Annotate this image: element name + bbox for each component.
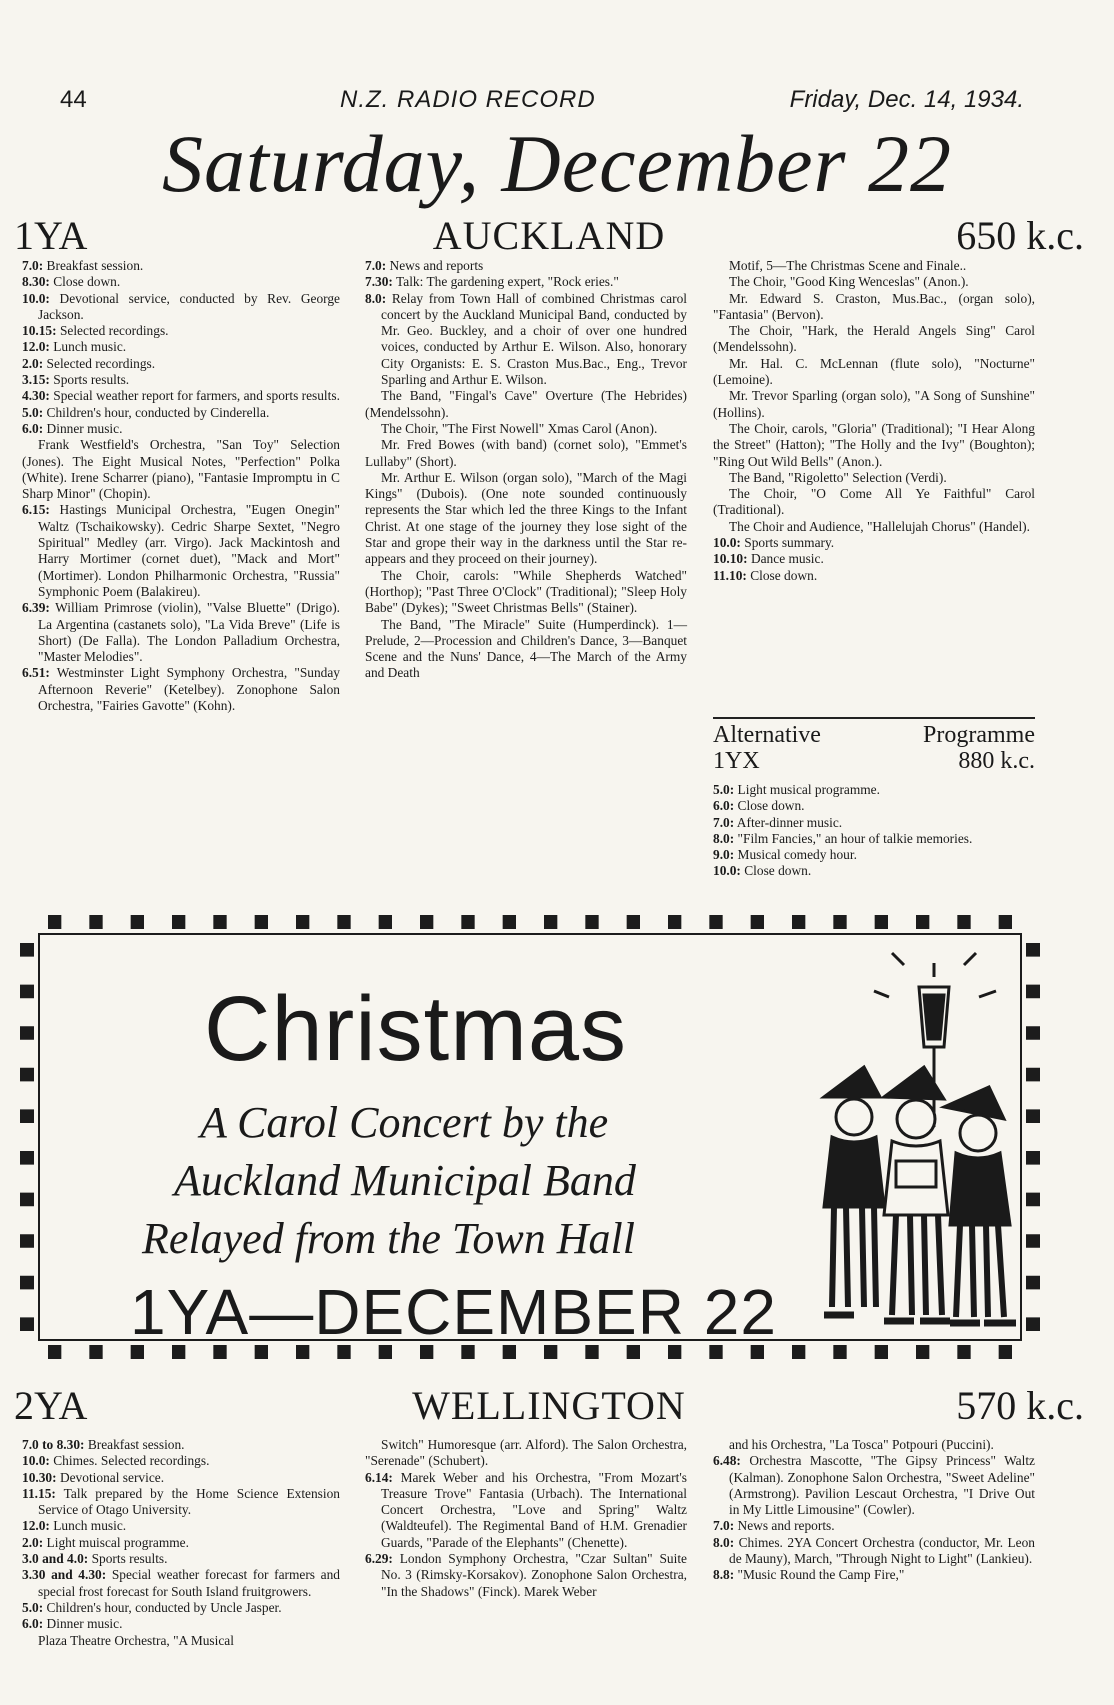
entry-text: Talk: The gardening expert, "Rock eries." [392, 274, 619, 290]
programme-entry [22, 339, 340, 355]
entry-text: Sports results. [49, 372, 130, 388]
programme-entry [365, 1470, 687, 1551]
entry-time: 10.30: [22, 1469, 57, 1485]
programme-column-2 [365, 258, 687, 682]
programme-entry [365, 258, 687, 274]
entry-text: Switch" Humoresque (arr. Alford). The Salon Orchestra, "Serenade" (Schubert). [365, 1437, 687, 1469]
divider [713, 717, 1035, 719]
entry-text: Children's hour, conducted by Cinderella. [43, 404, 270, 420]
entry-time: 6.39: [22, 600, 50, 616]
entry-text: News and reports. [734, 1518, 835, 1534]
programme-entry [713, 1567, 1035, 1583]
programme-entry [22, 1551, 340, 1567]
entry-text: Plaza Theatre Orchestra, "A Musical [38, 1632, 234, 1648]
programme-entry [22, 665, 340, 714]
entry-time: 6.14: [365, 1469, 393, 1485]
programme-entry [22, 405, 340, 421]
entry-text: The Band, "Fingal's Cave" Overture (The Hebrides) (Mendelssohn). [365, 388, 687, 420]
entry-time: 10.0: [713, 863, 741, 879]
entry-time: 12.0: [22, 1518, 50, 1534]
entry-text: Marek Weber and his Orchestra, "From Mozart's Treasure Trove" Fantasia (Urbach). The International Concert Orchestra, "Love and Spring" Waltz (Waldteufel). The Regimental Band of H.M. Grenadier Guards, "Parade of the Elephants" (Chenette). [381, 1469, 687, 1550]
programme-entry [365, 1551, 687, 1600]
entry-time: 11.15: [22, 1485, 56, 1501]
programme-entry [713, 863, 1035, 879]
entry-text: The Choir, "Hark, the Herald Angels Sing" Carol (Mendelssohn). [713, 323, 1035, 355]
programme-entry [365, 568, 687, 617]
entry-time: 7.0: [713, 1518, 735, 1534]
station-city: WELLINGTON [412, 1383, 686, 1428]
programme-entry [713, 519, 1035, 535]
entry-text: Orchestra Mascotte, "The Gipsy Princess" Waltz (Kalman). Zonophone Salon Orchestra, "Sweet Adeline" (Armstrong). Pavilion Lescaut Orchestra, "I Drive Out in My Little Limousine" (Cowler). [729, 1453, 1035, 1518]
entry-time: 7.0 to 8.30: [22, 1437, 85, 1452]
programme-entry [713, 782, 1035, 798]
programme-column-6 [713, 1437, 1035, 1584]
programme-entry [22, 274, 340, 290]
programme-entry [713, 421, 1035, 470]
station-header-1ya [14, 212, 1084, 258]
entry-text: and his Orchestra, "La Tosca" Potpouri (Puccini). [729, 1437, 994, 1452]
entry-time: 5.0: [22, 404, 44, 420]
entry-text: Mr. Trevor Sparling (organ solo), "A Song of Sunshine" (Hollins). [713, 388, 1035, 420]
entry-text: Close down. [49, 274, 121, 290]
programme-entry [22, 388, 340, 404]
programme-entry [713, 470, 1035, 486]
entry-time: 7.0: [22, 258, 44, 273]
entry-text: The Choir, "The First Nowell" Xmas Carol (Anon). [381, 420, 658, 436]
entry-text: Devotional service. [56, 1469, 165, 1485]
programme-entry [713, 274, 1035, 290]
entry-text: Light musical programme. [734, 782, 880, 797]
advert-line-3: Relayed from the Town Hall [142, 1214, 635, 1263]
entry-text: Motif, 5—The Christmas Scene and Finale.. [729, 258, 967, 273]
entry-text: Hastings Municipal Orchestra, "Eugen Onegin" Waltz (Tschaikowsky). Cedric Sharpe Sextet, "Negro Spiritual" Medley (arr. Virgo). Jack Mackintosh and Harry Mortimer (cornet duet), "Mack and Mort" (Mortimer). London Philharmonic Orchestra, "Russia" Symphonic Poem (Balakireu). [38, 502, 340, 599]
entry-time: 2.0: [22, 355, 44, 371]
programme-entry [22, 372, 340, 388]
entry-text: "Film Fancies," an hour of talkie memories. [734, 830, 973, 846]
entry-text: William Primrose (violin), "Valse Bluette" (Drigo). La Argentina (castanets solo), "La Vida Breve" (Life is Short) (De Falla). The London Palladium Orchestra, "Master Melodies". [38, 600, 340, 665]
programme-entry [713, 1535, 1035, 1568]
christmas-advertisement [20, 915, 1040, 1359]
programme-entry [22, 437, 340, 502]
programme-entry [22, 502, 340, 600]
programme-entry [365, 274, 687, 290]
entry-text: London Symphony Orchestra, "Czar Sultan" Suite No. 3 (Rimsky-Korsakov). Zonophone Salon Orchestra, "In the Shadows" (Finck). Marek Weber [381, 1551, 687, 1599]
entry-text: The Choir and Audience, "Hallelujah Chorus" (Handel). [729, 518, 1030, 534]
entry-time: 3.15: [22, 372, 50, 388]
station-header-2ya [14, 1382, 1084, 1428]
entry-time: 6.0: [22, 1616, 44, 1632]
entry-text: The Choir, "Good King Wenceslas" (Anon.). [729, 274, 969, 290]
programme-entry [22, 1616, 340, 1632]
entry-time: 6.29: [365, 1551, 393, 1567]
entry-text: Lunch music. [49, 1518, 127, 1534]
running-header [40, 86, 1074, 112]
alternative-programme-header [713, 722, 1035, 776]
programme-entry [22, 323, 340, 339]
entry-text: Selected recordings. [56, 323, 169, 339]
singers-icon [824, 1067, 1016, 1323]
station-call-sign: 2YA [14, 1383, 88, 1428]
programme-entry [365, 421, 687, 437]
programme-entry [22, 1600, 340, 1616]
alternative-programme-list [713, 782, 1035, 880]
entry-time: 6.48: [713, 1453, 741, 1469]
alt-station-frequency: 880 k.c. [958, 748, 1035, 774]
entry-text: The Band, "The Miracle" Suite (Humperdinck). 1—Prelude, 2—Procession and Children's Dance, 3—Banquet Scene and the Nuns' Dance, 4—The March of the Army and Death [365, 616, 687, 681]
entry-time: 10.15: [22, 323, 57, 339]
advert-headline: Christmas [204, 978, 628, 1080]
entry-text: Talk prepared by the Home Science Extension Service of Otago University. [38, 1485, 340, 1518]
entry-text: Sports summary. [740, 535, 835, 551]
entry-time: 8.0: [713, 1534, 735, 1550]
entry-text: Mr. Edward S. Craston, Mus.Bac., (organ solo), "Fantasia" (Bervon). [713, 290, 1035, 322]
entry-time: 7.30: [365, 274, 393, 290]
station-city: AUCKLAND [432, 213, 666, 258]
programme-entry [713, 1518, 1035, 1534]
entry-text: After-dinner music. [734, 814, 843, 830]
entry-time: 10.0: [22, 290, 50, 306]
advert-footer: 1YA—DECEMBER 22 [130, 1276, 777, 1348]
entry-text: Musical comedy hour. [734, 847, 857, 863]
entry-text: Sports results. [88, 1551, 168, 1567]
entry-text: Westminster Light Symphony Orchestra, "Sunday Afternoon Reverie" (Ketelbey). Zonophone Salon Orchestra, "Fairies Gavotte" (Kohn). [38, 665, 340, 714]
entry-text: The Choir, "O Come All Ye Faithful" Carol (Traditional). [713, 486, 1035, 518]
entry-time: 8.8: [713, 1567, 735, 1583]
programme-entry [713, 356, 1035, 389]
entry-time: 8.0: [365, 290, 387, 306]
programme-entry [713, 831, 1035, 847]
entry-time: 10.0: [713, 535, 741, 551]
entry-time: 5.0: [713, 782, 735, 797]
programme-entry [713, 258, 1035, 274]
programme-entry [365, 1437, 687, 1470]
entry-text: Mr. Fred Bowes (with band) (cornet solo), "Emmet's Lullaby" (Short). [365, 437, 687, 469]
programme-entry [22, 1453, 340, 1469]
entry-time: 7.0: [365, 258, 387, 273]
entry-time: 5.0: [22, 1599, 44, 1615]
programme-entry [22, 1486, 340, 1519]
entry-time: 7.0: [713, 814, 735, 830]
programme-entry [713, 815, 1035, 831]
programme-entry [22, 356, 340, 372]
programme-entry [365, 388, 687, 421]
programme-entry [713, 1437, 1035, 1453]
programme-entry [22, 1518, 340, 1534]
entry-time: 11.10: [713, 567, 747, 583]
entry-text: Light muiscal programme. [43, 1534, 189, 1550]
programme-entry [22, 258, 340, 274]
entry-text: Close down. [740, 863, 812, 879]
entry-text: The Choir, carols, "Gloria" (Traditional); "I Hear Along the Street" (Hatton); "The Holly and the Ivy" (Boughton); "Ring Out Wild Bells" (Anon.). [713, 420, 1035, 469]
programme-entry [713, 847, 1035, 863]
programme-entry [22, 1470, 340, 1486]
entry-time: 12.0: [22, 339, 50, 355]
alt-station-call-sign: 1YX [713, 748, 760, 774]
advert-line-2: Auckland Municipal Band [174, 1156, 636, 1205]
entry-time: 6.15: [22, 502, 50, 518]
entry-time: 10.10: [713, 551, 748, 567]
programme-column-1 [22, 258, 340, 714]
entry-text: Special weather report for farmers, and sports results. [49, 388, 340, 404]
entry-text: Children's hour, conducted by Uncle Jasper. [43, 1599, 282, 1615]
entry-time: 4.30: [22, 388, 50, 404]
entry-time: 6.0: [713, 798, 735, 814]
entry-text: Frank Westfield's Orchestra, "San Toy" Selection (Jones). The Eight Musical Notes, "Perfection" Polka (White). Irene Scharrer (piano), "Fantasie Impromptu in C Sharp Minor" (Chopin). [22, 437, 340, 502]
entry-text: Chimes. Selected recordings. [49, 1453, 210, 1469]
programme-entry [713, 1453, 1035, 1518]
programme-entry [22, 600, 340, 665]
advert-line-1: A Carol Concert by the [200, 1098, 609, 1147]
issue-date: Friday, Dec. 14, 1934. [789, 86, 1024, 113]
programme-entry [22, 1567, 340, 1600]
entry-time: 6.0: [22, 420, 44, 436]
programme-entry [22, 1633, 340, 1649]
programme-column-5 [365, 1437, 687, 1600]
programme-entry [365, 437, 687, 470]
entry-text: Dance music. [747, 551, 824, 567]
entry-text: "Music Round the Camp Fire," [734, 1567, 905, 1583]
publication-name: N.Z. RADIO RECORD [340, 86, 596, 113]
programme-entry [713, 486, 1035, 519]
programme-entry [22, 1535, 340, 1551]
entry-text: Dinner music. [43, 1616, 123, 1632]
entry-text: Mr. Hal. C. McLennan (flute solo), "Nocturne" (Lemoine). [713, 355, 1035, 388]
entry-text: Lunch music. [49, 339, 127, 355]
station-call-sign: 1YA [14, 213, 88, 258]
programme-entry [22, 421, 340, 437]
programme-column-3 [713, 258, 1035, 584]
programme-entry [365, 291, 687, 389]
entry-time: 3.0 and 4.0: [22, 1551, 89, 1567]
entry-text: Selected recordings. [43, 355, 156, 371]
entry-text: Mr. Arthur E. Wilson (organ solo), "March of the Magi Kings" (Dubois). (One note sounded continuously represents the Star which led the three Kings to the Infant Christ. At one stage of the journey they lose sight of the Star and grope their way in the darkness until the Star re-appears and they proceed on their journey). [365, 469, 687, 567]
entry-text: Breakfast session. [43, 258, 144, 273]
programme-entry [713, 535, 1035, 551]
programme-column-4 [22, 1437, 340, 1649]
page-number: 44 [60, 86, 87, 113]
entry-time: 8.0: [713, 830, 735, 846]
entry-text: Chimes. 2YA Concert Orchestra (conductor, Mr. Leon de Mauny), March, "Through Night to Light" (Lankieu). [729, 1534, 1035, 1567]
station-frequency: 570 k.c. [956, 1383, 1084, 1428]
entry-text: Devotional service, conducted by Rev. George Jackson. [38, 290, 340, 322]
programme-entry [365, 617, 687, 682]
entry-time: 3.30 and 4.30: [22, 1567, 107, 1583]
programme-entry [365, 470, 687, 568]
programme-entry [713, 388, 1035, 421]
programme-entry [22, 1437, 340, 1453]
programme-entry [713, 323, 1035, 356]
entry-time: 2.0: [22, 1534, 44, 1550]
carol-singers-illustration [784, 947, 1034, 1347]
entry-text: Close down. [734, 798, 805, 814]
entry-time: 10.0: [22, 1453, 50, 1469]
programme-entry [713, 568, 1035, 584]
station-frequency: 650 k.c. [956, 213, 1084, 258]
page-title: Saturday, December 22 [162, 118, 952, 209]
alt-heading-word-1: Alternative [713, 722, 821, 748]
entry-time: 9.0: [713, 847, 735, 863]
entry-text: The Choir, carols: "While Shepherds Watched" (Horthop); "Past Three O'Clock" (Traditional); "Sleep Holy Babe" (Dykes); "Sweet Christmas Bells" (Stainer). [365, 567, 687, 616]
entry-text: News and reports [386, 258, 484, 273]
programme-entry [22, 291, 340, 324]
entry-time: 8.30: [22, 274, 50, 290]
entry-text: The Band, "Rigoletto" Selection (Verdi). [729, 469, 947, 485]
entry-text: Relay from Town Hall of combined Christmas carol concert by the Auckland Municipal Band, conducted by Mr. Geo. Buckley, and a choir of over one hundred voices, conducted by Arthur E. Wilson. Also, honorary City Organists: E. S. Craston Mus.Bac., Eng., Trevor Sparling and Arthur E. Wilson. [381, 290, 687, 388]
alt-heading-word-2: Programme [923, 722, 1035, 748]
programme-entry [713, 798, 1035, 814]
entry-text: Special weather forecast for farmers and special frost forecast for South Island fruitgrowers. [38, 1567, 340, 1599]
entry-text: Dinner music. [43, 420, 123, 436]
entry-text: Breakfast session. [84, 1437, 185, 1452]
programme-entry [713, 551, 1035, 567]
entry-time: 6.51: [22, 665, 50, 681]
programme-entry [713, 291, 1035, 324]
entry-text: Close down. [746, 567, 818, 583]
